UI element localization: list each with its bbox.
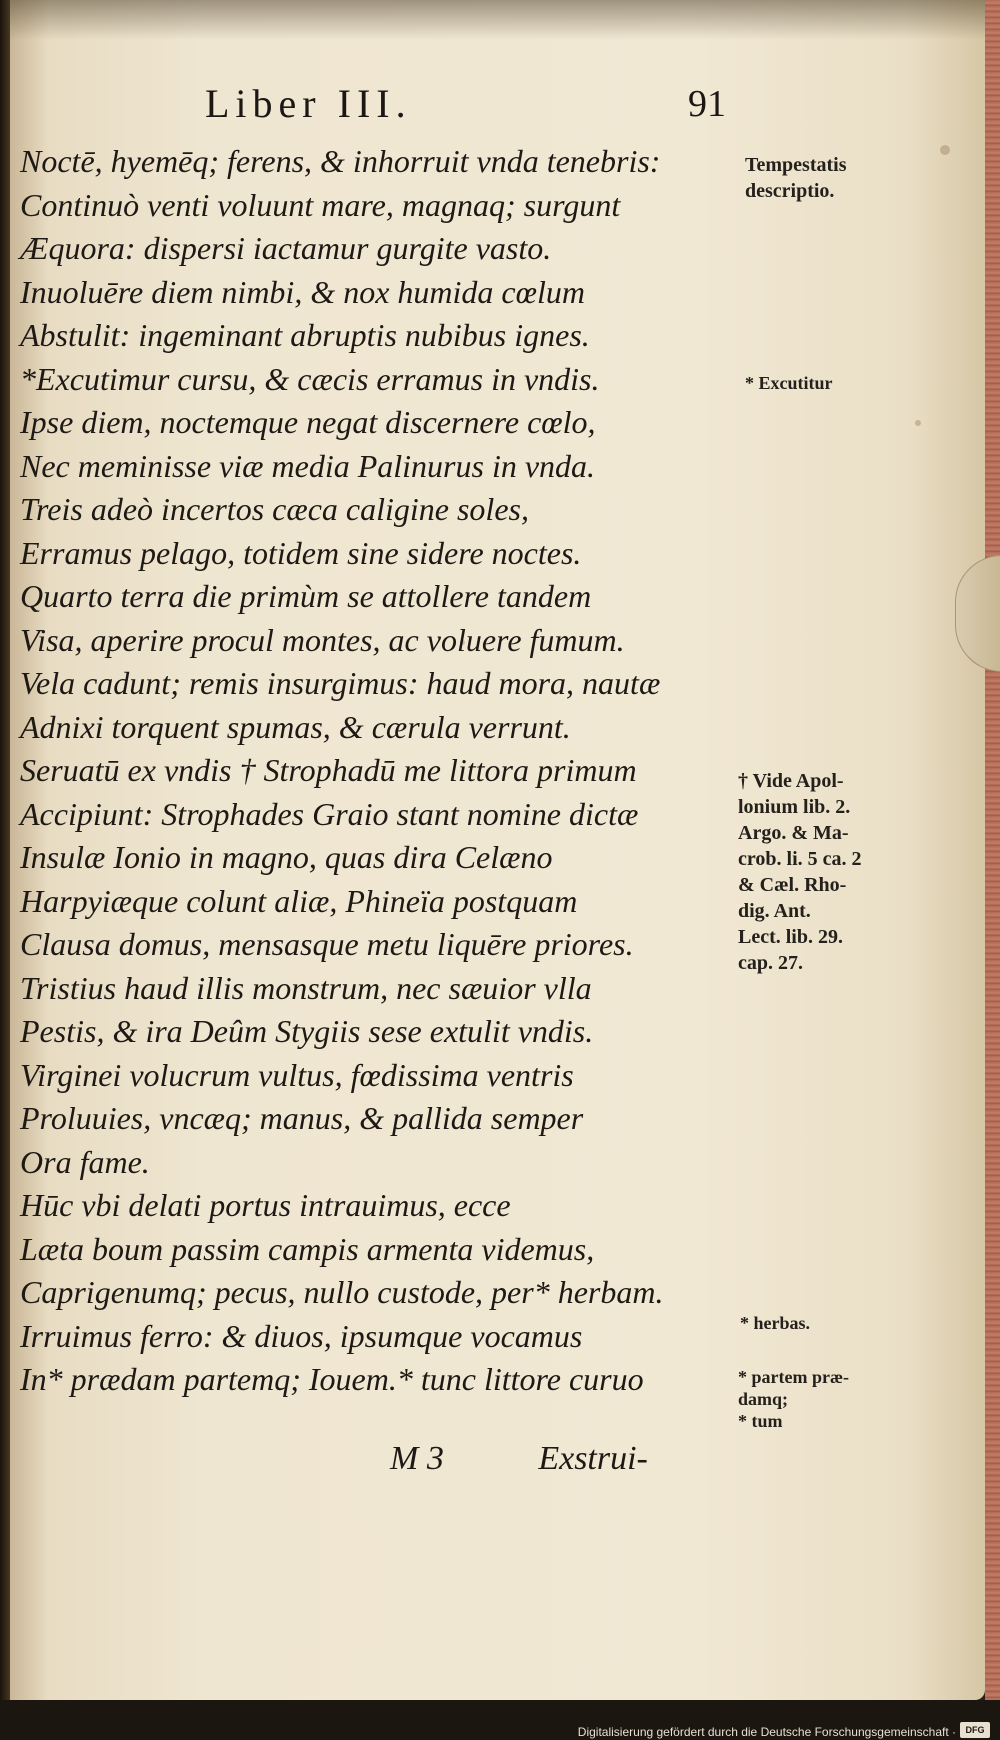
verse-line: Nec meminisse viæ media Palinurus in vnda. [20,447,596,484]
marginal-note-line: Lect. lib. 29. [738,926,843,948]
marginal-note-excutitur [745,370,833,396]
verse-line: Læta boum passim campis armenta videmus, [20,1230,595,1267]
foxing-spot [940,145,950,155]
marginal-note-line: descriptio. [745,180,835,202]
verse-line: Tristius haud illis monstrum, nec sæuior vlla [20,969,592,1006]
verse-line: Virginei volucrum vultus, fœdissima ventris [20,1056,574,1093]
signature-mark: M 3 [390,1440,444,1477]
page-number: 91 [688,83,726,125]
marginal-note-line: Argo. & Ma- [738,822,849,844]
verse-line: Harpyiæque colunt aliæ, Phineïa postquam [20,882,578,919]
verse-line: Vela cadunt; remis insurgimus: haud mora, nautæ [20,665,661,701]
marginal-note-partem [738,1366,849,1432]
verse-line: Proluuies, vncæq; manus, & pallida semper [20,1100,584,1136]
verse-line: Noctē, hyemēq; ferens, & inhorruit vnda tenebris: [20,143,661,179]
verse-line: Ipse diem, noctemque negat discernere cœlo, [20,404,596,440]
verse-line: *Excutimur cursu, & cæcis erramus in vndis. [20,360,600,397]
verse-line: Adnixi torquent spumas, & cærula verrunt. [20,708,571,745]
marginal-note-line: crob. li. 5 ca. 2 [738,848,862,870]
verse-line: Hūc vbi delati portus intrauimus, ecce [20,1187,511,1223]
verse-line: Erramus pelago, totidem sine sidere noctes. [20,534,582,571]
marginal-note-line: damq; [738,1389,789,1409]
verse-line: Caprigenumq; pecus, nullo custode, per* herbam. [20,1274,664,1310]
marginal-note-line: & Cæl. Rho- [738,874,847,896]
verse-block [20,140,740,1402]
marginal-note-line: cap. 27. [738,952,803,974]
verse-line: Continuò venti voluunt mare, magnaq; surgunt [20,186,621,223]
marginal-note-line: * herbas. [740,1313,811,1333]
marginal-note-line: lonium lib. 2. [738,796,851,818]
dfg-logo-icon: DFG [960,1722,990,1738]
foxing-spot [915,420,921,426]
verse-line: Seruatū ex vndis † Strophadū me littora primum [20,752,637,788]
verse-line: Irruimus ferro: & diuos, ipsumque vocamus [20,1317,583,1354]
catchword: Exstrui- [538,1440,648,1477]
verse-line: Abstulit: ingeminant abruptis nubibus ignes. [20,317,590,353]
marginal-note-line: dig. Ant. [738,900,811,922]
marginal-note-line: * Excutitur [745,373,833,393]
verse-line: Clausa domus, mensasque metu liquēre priores. [20,926,634,962]
running-head: Liber III. [205,81,412,126]
marginal-note-tempestas [745,152,846,204]
verse-line: Ora fame. [20,1143,150,1180]
marginal-note-line: Tempestatis [745,154,847,176]
verse-line: Treis adeò incertos cæca caligine soles, [20,491,529,527]
page-top-shadow [10,0,985,40]
marginal-note-line: * tum [738,1411,783,1431]
marginal-note-line: † Vide Apol- [738,770,844,792]
verse-line: Quarto terra die primùm se attollere tandem [20,578,592,614]
verse-line: Æquora: dispersi iactamur gurgite vasto. [20,230,552,266]
signature-line [390,1440,648,1478]
verse-line: Visa, aperire procul montes, ac voluere fumum. [20,621,625,658]
marginal-note-apollonium [738,768,862,976]
funding-credit: Digitalisierung gefördert durch die Deutsche Forschungsgemeinschaft · [577,1725,956,1739]
verse-line: Accipiunt: Strophades Graio stant nomine dictæ [20,795,639,832]
verse-line: In* prædam partemq; Iouem.* tunc littore curuo [20,1361,644,1397]
verse-line: Pestis, & ira Deûm Stygiis sese extulit vndis. [20,1013,594,1049]
marginal-note-herbas [740,1310,810,1336]
page-fore-edge [985,0,1000,1700]
verse-line: Inuoluēre diem nimbi, & nox humida cœlum [20,273,585,310]
marginal-note-line: * partem præ- [738,1367,849,1387]
verse-line: Insulæ Ionio in magno, quas dira Celæno [20,839,553,875]
